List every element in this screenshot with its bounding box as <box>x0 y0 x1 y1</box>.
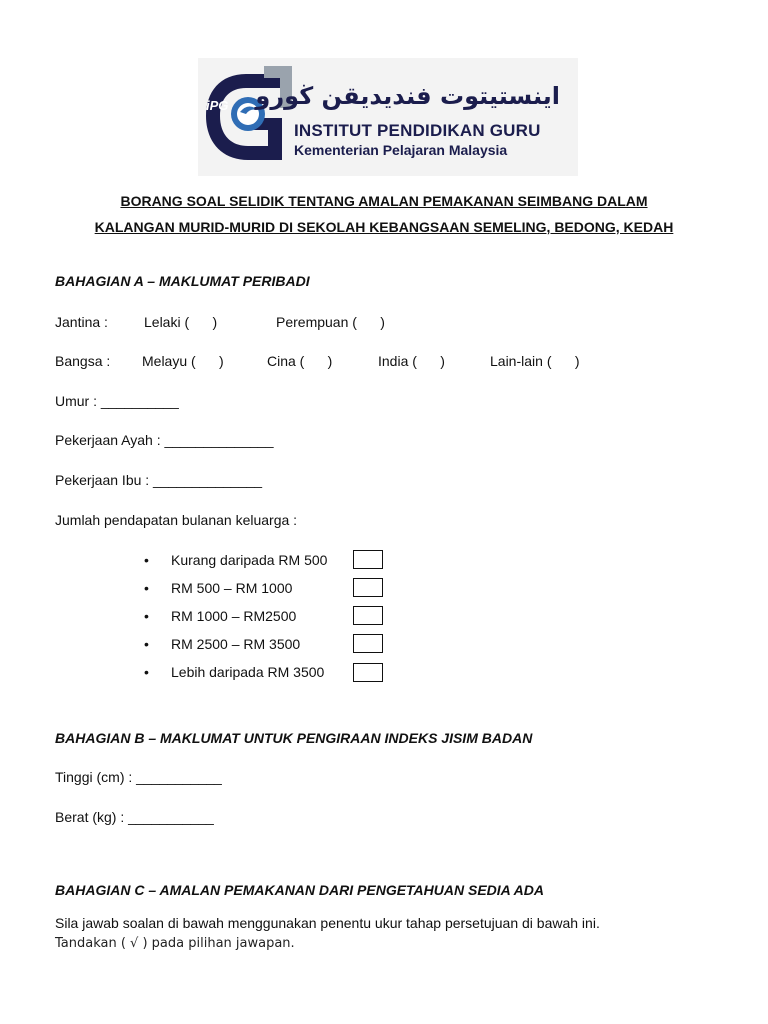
pekerjaan-ayah-field[interactable]: Pekerjaan Ayah : ______________ <box>55 432 274 448</box>
list-bullet: • <box>144 552 149 568</box>
section-a-heading: BAHAGIAN A – MAKLUMAT PERIBADI <box>55 273 310 289</box>
income-checkbox[interactable] <box>353 606 383 625</box>
section-c-heading: BAHAGIAN C – AMALAN PEMAKANAN DARI PENGETAHUAN SEDIA ADA <box>55 882 544 898</box>
form-title-line-2: KALANGAN MURID-MURID DI SEKOLAH KEBANGSAAN SEMELING, BEDONG, KEDAH <box>94 219 674 235</box>
income-option-label: RM 1000 – RM2500 <box>171 608 297 624</box>
list-bullet: • <box>144 608 149 624</box>
income-checkbox[interactable] <box>353 578 383 597</box>
berat-field[interactable]: Berat (kg) : ___________ <box>55 809 214 825</box>
logo-institution-name: INSTITUT PENDIDIKAN GURU <box>294 121 541 140</box>
income-checkbox[interactable] <box>353 634 383 653</box>
form-title-line-1: BORANG SOAL SELIDIK TENTANG AMALAN PEMAKANAN SEIMBANG DALAM <box>120 193 648 209</box>
section-c-instruction-tick: Tandakan ( √ ) pada pilihan jawapan. <box>55 936 295 951</box>
income-option-label: Lebih daripada RM 3500 <box>171 664 325 680</box>
bangsa-option-india[interactable]: India ( ) <box>378 353 445 369</box>
logo-jawi-script <box>255 74 562 114</box>
section-c-instruction: Sila jawab soalan di bawah menggunakan penentu ukur tahap persetujuan di bawah ini. <box>55 915 600 931</box>
income-checkbox[interactable] <box>353 663 383 682</box>
pekerjaan-ibu-field[interactable]: Pekerjaan Ibu : ______________ <box>55 472 263 488</box>
income-option-label: RM 500 – RM 1000 <box>171 580 293 596</box>
jantina-option-perempuan[interactable]: Perempuan ( ) <box>276 314 385 330</box>
svg-text:اينستيتوت فنديديقن ڬورو: اينستيتوت فنديديقن ڬورو <box>255 82 560 110</box>
income-option-label: RM 2500 – RM 3500 <box>171 636 301 652</box>
jantina-option-lelaki[interactable]: Lelaki ( ) <box>144 314 218 330</box>
institution-logo <box>198 58 578 176</box>
section-b-heading: BAHAGIAN B – MAKLUMAT UNTUK PENGIRAAN INDEKS JISIM BADAN <box>55 730 533 746</box>
bangsa-option-melayu[interactable]: Melayu ( ) <box>142 353 224 369</box>
ipg-emblem-icon <box>202 64 294 168</box>
income-option-label: Kurang daripada RM 500 <box>171 552 328 568</box>
list-bullet: • <box>144 636 149 652</box>
list-bullet: • <box>144 580 149 596</box>
logo-ministry-name: Kementerian Pelajaran Malaysia <box>294 142 508 158</box>
list-bullet: • <box>144 664 149 680</box>
pendapatan-label: Jumlah pendapatan bulanan keluarga : <box>55 512 298 528</box>
bangsa-option-lain-lain[interactable]: Lain-lain ( ) <box>490 353 580 369</box>
tinggi-field[interactable]: Tinggi (cm) : ___________ <box>55 769 222 785</box>
income-checkbox[interactable] <box>353 550 383 569</box>
bangsa-option-cina[interactable]: Cina ( ) <box>267 353 333 369</box>
jantina-label: Jantina : <box>55 314 108 330</box>
bangsa-label: Bangsa : <box>55 353 111 369</box>
logo-badge-text: iPG <box>206 98 229 113</box>
umur-field[interactable]: Umur : __________ <box>55 393 179 409</box>
